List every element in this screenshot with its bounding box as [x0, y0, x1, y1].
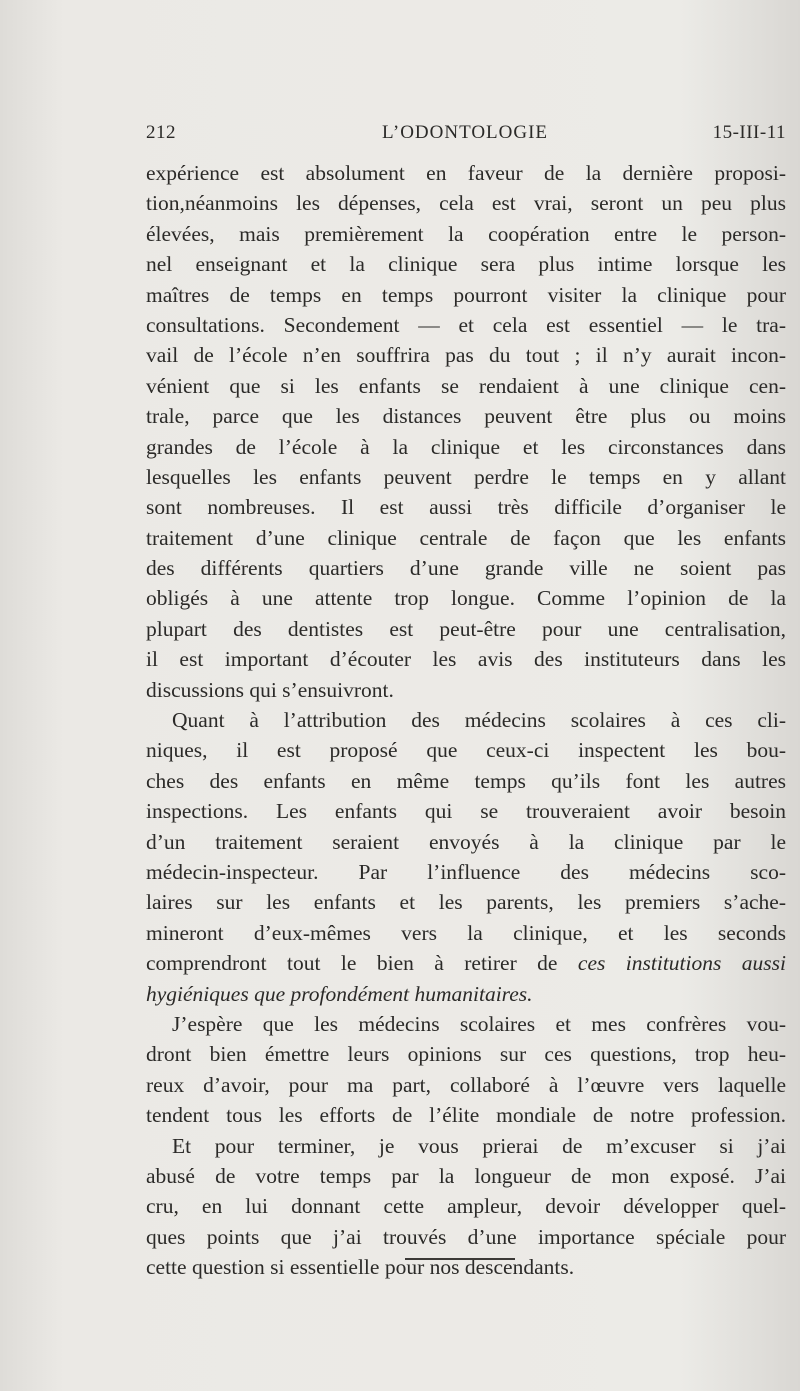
issue-date: 15-III-11: [712, 122, 786, 143]
paragraph-continuation: [146, 158, 786, 705]
text-line: cru, en lui donnant cette ampleur, devoir développer quel-: [146, 1194, 786, 1219]
text-line: nel enseignant et la clinique sera plus intime lorsque les: [146, 252, 786, 277]
text-line: vénient que si les enfants se rendaient à une clinique cen-: [146, 373, 786, 398]
text-line: laires sur les enfants et les parents, les premiers s’ache-: [146, 890, 786, 915]
text-line: discussions qui s’ensuivront.: [146, 677, 394, 702]
text-line: maîtres de temps en temps pourront visiter la clinique pour: [146, 282, 786, 307]
text-line: expérience est absolument en faveur de la dernière proposi-: [146, 161, 786, 185]
text-line: dront bien émettre leurs opinions sur ces questions, trop heu-: [146, 1042, 786, 1067]
text-line: ches des enfants en même temps qu’ils font les autres: [146, 768, 786, 793]
end-rule: [405, 1258, 515, 1260]
text-line: trale, parce que les distances peuvent être plus ou moins: [146, 404, 786, 429]
text-line: niques, il est proposé que ceux-ci inspectent les bou-: [146, 738, 786, 763]
text-line: Et pour terminer, je vous prierai de m’excuser si j’ai: [172, 1133, 786, 1158]
text-line: tendent tous les efforts de l’élite mondiale de notre profession.: [146, 1103, 786, 1128]
paragraph-school-doctors: [146, 705, 786, 1009]
text-line: des différents quartiers d’une grande ville ne soient pas: [146, 556, 786, 581]
text-line: consultations. Secondement — et cela est essentiel — le tra-: [146, 312, 786, 337]
text-line: tion,néanmoins les dépenses, cela est vrai, seront un peu plus: [146, 191, 786, 216]
text-line: inspections. Les enfants qui se trouveraient avoir besoin: [146, 799, 786, 824]
text-line: Quant à l’attribution des médecins scolaires à ces cli-: [172, 708, 786, 733]
running-title: L’ODONTOLOGIE: [382, 122, 549, 143]
text-line: obligés à une attente trop longue. Comme l’opinion de la: [146, 586, 786, 611]
text-line: J’espère que les médecins scolaires et mes confrères vou-: [172, 1011, 786, 1036]
article-body: [146, 158, 786, 1282]
paragraph-hope: [146, 1009, 786, 1131]
text-line: cette question si essentielle pour nos descendants.: [146, 1255, 575, 1280]
text-line: d’un traitement seraient envoyés à la clinique par le: [146, 829, 786, 854]
text-line: grandes de l’école à la clinique et les circonstances dans: [146, 434, 786, 459]
text-italic: ces institutions aussi: [577, 951, 786, 976]
text-line: plupart des dentistes est peut-être pour une centralisation,: [146, 616, 786, 641]
text-line: traitement d’une clinique centrale de façon que les enfants: [146, 525, 786, 550]
text-line: il est important d’écouter les avis des instituteurs dans les: [146, 647, 786, 672]
text-line: reux d’avoir, pour ma part, collaboré à l’œuvre vers laquelle: [146, 1072, 786, 1097]
text-line: vail de l’école n’en souffrira pas du tout ; il n’y aurait incon-: [146, 343, 786, 368]
text-line: abusé de votre temps par la longueur de mon exposé. J’ai: [146, 1163, 786, 1188]
text-line-mixed: [146, 948, 786, 978]
text-line: lesquelles les enfants peuvent perdre le temps en y allant: [146, 464, 786, 489]
text-line: médecin-inspecteur. Par l’influence des médecins sco-: [146, 859, 786, 884]
page-header: [146, 122, 786, 152]
text-line: ques points que j’ai trouvés d’une importance spéciale pour: [146, 1224, 786, 1249]
page-number: 212: [146, 122, 176, 143]
text-line: hygiéniques que profondément humanitaires.: [146, 981, 533, 1006]
text-line: mineront d’eux-mêmes vers la clinique, et les seconds: [146, 920, 786, 945]
text-roman: comprendront tout le bien à retirer de: [146, 951, 578, 976]
text-line: élevées, mais premièrement la coopération entre le person-: [146, 221, 786, 246]
text-line: sont nombreuses. Il est aussi très difficile d’organiser le: [146, 495, 786, 520]
